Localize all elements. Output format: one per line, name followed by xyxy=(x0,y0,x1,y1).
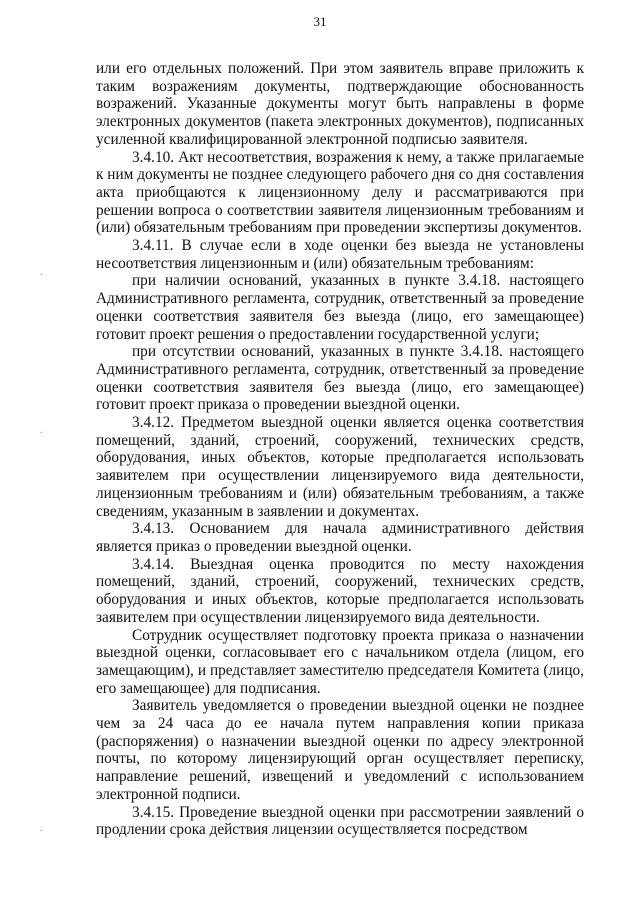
paragraph-3-4-13: 3.4.13. Основанием для начала административного действия является приказ о проведении выездной оценки. xyxy=(96,520,584,555)
paragraph-3-4-15: 3.4.15. Проведение выездной оценки при рассмотрении заявлений о продлении срока действия лицензии осуществляется посредством xyxy=(96,803,584,839)
paragraph-3-4-14: 3.4.14. Выездная оценка проводится по месту нахождения помещений, зданий, строений, сооружений, технических средств, оборудования и иных объектов, которые предполагается использовать заявителем при осуществлении лицензируемого вида деятельности. xyxy=(96,555,584,626)
paragraph-3-4-12: 3.4.12. Предметом выездной оценки является оценка соответствия помещений, зданий, строений, сооружений, технических средств, оборудования, иных объектов, которые предполагается использовать заявителем при осуществлении лицензируемого вида деятельности, лицензионным требованиям и (или) обязательным требованиям, а также сведениям, указанным в заявлении и документах. xyxy=(96,414,584,520)
document-body xyxy=(96,60,584,839)
margin-mark: . xyxy=(40,823,43,834)
paragraph: при наличии оснований, указанных в пункте 3.4.18. настоящего Административного регламента, сотрудник, ответственный за проведение оценки соответствия заявителя без выезда (лицо, его замещающее) готовит проект решения о предоставлении государственной услуги; xyxy=(96,272,584,343)
paragraph: Заявитель уведомляется о проведении выездной оценки не позднее чем за 24 часа до ее начала путем направления копии приказа (распоряжения) о назначении выездной оценки по адресу электронной почты, по которому лицензирующий орган осуществляет переписку, направление решений, извещений и уведомлений с использованием электронной подписи. xyxy=(96,697,584,803)
paragraph: Сотрудник осуществляет подготовку проекта приказа о назначении выездной оценки, согласовывает его с начальником отдела (лицом, его замещающим), и представляет заместителю председателя Комитета (лицо, его замещающее) для подписания. xyxy=(96,626,584,697)
paragraph-3-4-10: 3.4.10. Акт несоответствия, возражения к нему, а также прилагаемые к ним документы не позднее следующего рабочего дня со дня составления акта приобщаются к лицензионному делу и рассматриваются при решении вопроса о соответствии заявителя лицензионным требованиям и (или) обязательным требованиям при проведении экспертизы документов. xyxy=(96,148,584,237)
page-number: 31 xyxy=(313,14,327,29)
paragraph: или его отдельных положений. При этом заявитель вправе приложить к таким возражениям документы, подтверждающие обоснованность возражений. Указанные документы могут быть направлены в форме электронных документов (пакета электронных документов), подписанных усиленной квалифицированной электронной подписью заявителя. xyxy=(96,60,584,148)
margin-mark: . xyxy=(40,425,43,436)
paragraph: при отсутствии оснований, указанных в пункте 3.4.18. настоящего Административного регламента, сотрудник, ответственный за проведение оценки соответствия заявителя без выезда (лицо, его замещающее) готовит проект приказа о проведении выездной оценки. xyxy=(96,343,584,414)
paragraph-3-4-11: 3.4.11. В случае если в ходе оценки без выезда не установлены несоответствия лицензионным и (или) обязательным требованиям: xyxy=(96,237,584,272)
margin-mark: . xyxy=(40,267,43,278)
